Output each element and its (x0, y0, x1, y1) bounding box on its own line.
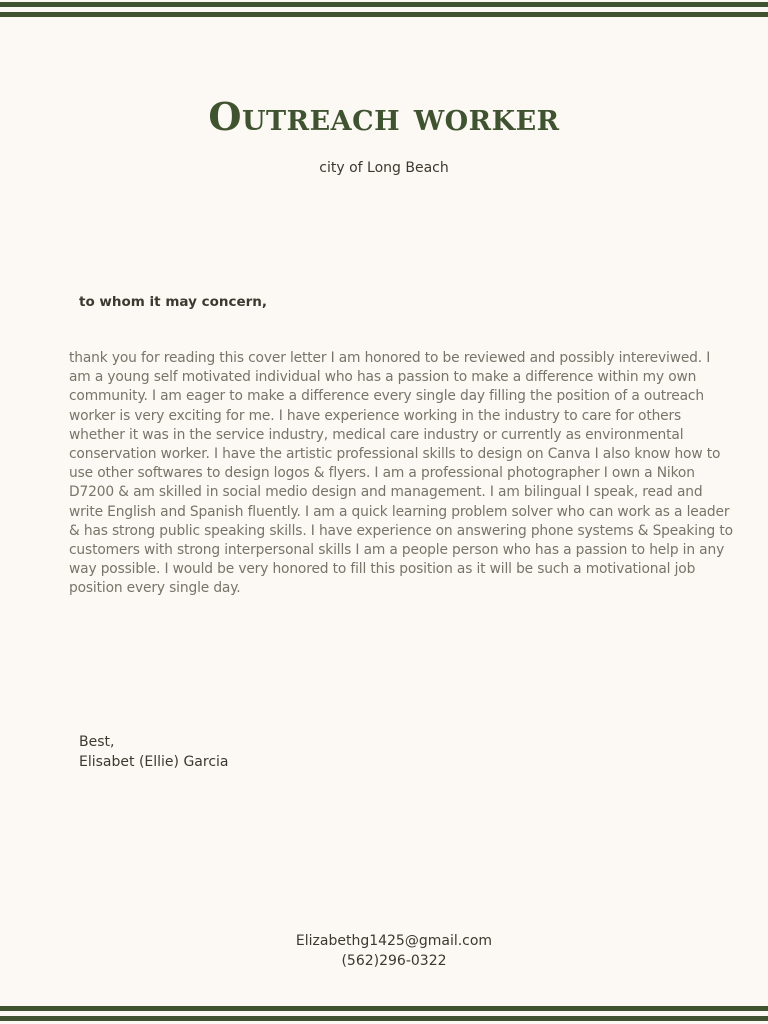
letter-body: thank you for reading this cover letter I am honored to be reviewed and possibly intereviwed. I am a young self motivated individual who has a passion to make a difference within my own community. I am eager to make a difference every single day filling the position of a outreach worker is very exciting for me. I have experience working in the industry to care for others whether it was in the service industry, medical care industry or currently as environmental conservation worker. I have the artistic professional skills to design on Canva I also know how to use other softwares to design logos & flyers. I am a professional photographer I own a Nikon D7200 & am skilled in social medio design and management. I am bilingual I speak, read and write English and Spanish fluently. I am a quick learning problem solver who can work as a leader & has strong public speaking skills. I have experience on answering phone systems & Speaking to customers with strong interpersonal skills I am a people person who has a passion to help in any way possible. I would be very honored to fill this position as it will be such a motivational job position every single day. (69, 350, 733, 597)
bottom-rule-inner (0, 1016, 768, 1021)
contact-phone: (562)296-0322 (341, 953, 447, 969)
letter-signature: Elisabet (Ellie) Garcia (79, 754, 229, 770)
top-rule-inner (0, 12, 768, 17)
contact-block (0, 931, 768, 971)
page-title: Outreach worker (208, 94, 560, 139)
top-rule-outer (0, 2, 768, 7)
contact-email: Elizabethg1425@gmail.com (295, 933, 493, 949)
page-subtitle: city of Long Beach (319, 160, 449, 176)
letter-salutation: to whom it may concern, (79, 294, 268, 310)
letter-closing-block (79, 732, 228, 772)
bottom-rule-outer (0, 1006, 768, 1011)
letter-closing: Best, (79, 734, 115, 750)
